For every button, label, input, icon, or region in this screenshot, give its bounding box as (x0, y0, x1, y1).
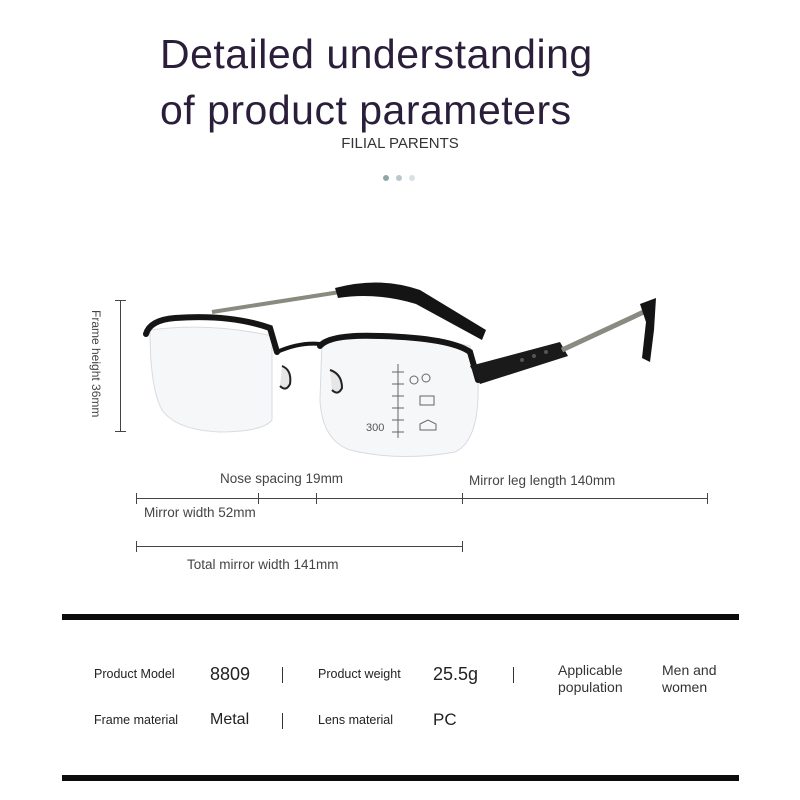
total-mirror-width-label: Total mirror width 141mm (187, 557, 339, 572)
far-temple-metal (212, 292, 340, 312)
tick-4 (462, 493, 463, 504)
product-model-value: 8809 (210, 664, 251, 684)
far-temple-tip (335, 282, 486, 340)
separator (282, 667, 283, 683)
brand-subtitle: FILIAL PARENTS (341, 135, 459, 152)
product-weight-value: 25.5g (433, 664, 479, 684)
tick-3 (316, 493, 317, 504)
total-width-line (136, 546, 463, 547)
product-weight-label: Product weight (318, 667, 401, 681)
tick-1 (136, 493, 137, 504)
lens-material-value: PC (433, 710, 457, 729)
mirror-width-label: Mirror width 52mm (144, 505, 256, 520)
product-model-label: Product Model (94, 667, 175, 681)
bridge (277, 344, 320, 352)
left-lens (150, 327, 272, 432)
frame-height-line (120, 300, 121, 431)
specs-bottom-divider (62, 775, 739, 781)
near-temple-metal (562, 310, 648, 350)
frame-material-label: Frame material (94, 713, 179, 727)
total-tick-right (462, 541, 463, 552)
frame-material-value: Metal (210, 711, 250, 728)
frame-height-label: Frame height 36mm (89, 310, 103, 418)
frame-height-tick-bottom (115, 431, 126, 432)
tick-5 (707, 493, 708, 504)
nose-pad-left (280, 366, 290, 389)
near-hinge (470, 342, 568, 384)
mirror-leg-length-label: Mirror leg length 140mm (469, 473, 616, 488)
lens-scale-label: 300 (366, 422, 385, 434)
lens-material-label: Lens material (318, 713, 394, 727)
separator (282, 713, 283, 729)
applicable-population-value: Men and women (662, 662, 717, 695)
specs-top-divider (62, 614, 739, 620)
frame-height-tick-top (115, 300, 126, 301)
applicable-population-label: Applicable population (558, 662, 623, 695)
tick-2 (258, 493, 259, 504)
near-temple-tip (640, 298, 656, 362)
title-line-1: Detailed understanding (160, 31, 593, 77)
width-dimension-line (136, 498, 707, 499)
title-line-2: of product parameters (160, 87, 572, 133)
nose-spacing-label: Nose spacing 19mm (220, 471, 344, 486)
separator (513, 667, 514, 683)
total-tick-left (136, 541, 137, 552)
